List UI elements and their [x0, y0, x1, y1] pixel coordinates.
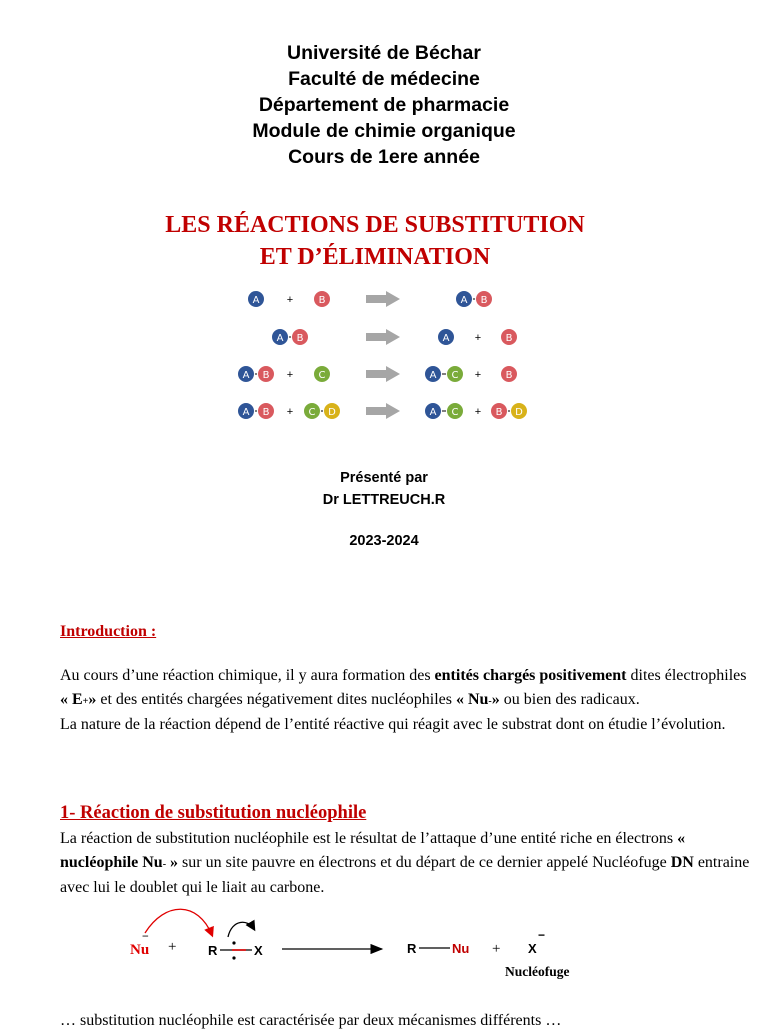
substrate-r: R [208, 943, 218, 958]
atom-d-label: D [328, 407, 336, 418]
intro-text: ou bien des radicaux. [499, 690, 640, 708]
section-text: sur un site pauvre en électrons et du départ de ce dernier appelé Nucléofuge [178, 853, 671, 871]
atom-c-label: C [451, 407, 459, 418]
plus-sign: + [474, 406, 482, 418]
atom-a-label: A [429, 370, 437, 381]
atom-b-label: B [480, 295, 488, 306]
reaction-arrow [366, 291, 400, 307]
electron-dot [232, 956, 235, 959]
charge-plus: + [82, 695, 89, 707]
presenter-name: Dr LETTREUCH.R [322, 492, 446, 508]
charge-minus: - [488, 695, 492, 707]
section-text: entraine avec lui le doublet qui le liait au carbone. [60, 853, 750, 897]
leaving-group-charge: − [538, 928, 546, 942]
module-name: Module de chimie organique [252, 120, 516, 142]
plus-sign: + [286, 294, 294, 306]
nucleofuge-label: Nucléofuge [505, 964, 570, 979]
nucleophile-label: Nu [130, 942, 150, 958]
reaction-scheme-illustration [220, 282, 540, 427]
academic-year: 2023-2024 [349, 533, 419, 549]
atom-b-label: B [495, 407, 503, 418]
electrophile-symbol: « E [60, 690, 83, 708]
electron-dot [232, 941, 235, 944]
atom-c-label: C [308, 407, 316, 418]
course-year: Cours de 1ere année [288, 146, 480, 168]
leaving-group-arrow [228, 922, 254, 937]
atom-a-label: A [276, 333, 284, 344]
plus-sign: + [474, 332, 482, 344]
section-bold: » [166, 853, 179, 871]
reaction-arrow [366, 329, 400, 345]
intro-bold: entités chargés positivement [434, 667, 627, 684]
document-title [0, 209, 750, 273]
nucleophile-term: « nucléophile Nu [60, 830, 686, 871]
atom-a-label: A [442, 333, 450, 344]
introduction-paragraph [60, 664, 750, 737]
atom-a-label: A [429, 407, 437, 418]
atom-b-label: B [505, 333, 513, 344]
scheme-row-2 [272, 329, 518, 346]
product-nu: Nu [452, 941, 470, 956]
presented-by-label: Présenté par [340, 470, 428, 486]
atom-d-label: D [515, 407, 523, 418]
institution-header [0, 40, 768, 170]
leaving-group-x: X [528, 941, 537, 956]
title-line-2: ET D’ÉLIMINATION [259, 244, 491, 270]
department-name: Département de pharmacie [258, 94, 510, 116]
reaction-arrow [366, 403, 400, 419]
scheme-row-4 [238, 403, 528, 420]
scheme-row-1 [248, 291, 493, 308]
atom-a-label: A [252, 295, 260, 306]
nucleophile-symbol: « Nu [455, 690, 489, 708]
atom-b-label: B [505, 370, 513, 381]
intro-text: et des entités chargées négativement dites nucléophiles [96, 690, 456, 708]
plus-sign: + [168, 939, 177, 955]
atom-b-label: B [318, 295, 326, 306]
faculty-name: Faculté de médecine [288, 68, 480, 90]
atom-b-label: B [262, 370, 270, 381]
sn-reaction-equation [120, 905, 640, 990]
introduction-heading: Introduction : [60, 623, 157, 640]
atom-b-label: B [296, 333, 304, 344]
atom-a-label: A [460, 295, 468, 306]
presenter-block [0, 467, 768, 511]
reaction-arrow [366, 366, 400, 382]
plus-sign: + [474, 369, 482, 381]
nucleophile-attack-arrow [145, 909, 212, 935]
atom-a-label: A [242, 407, 250, 418]
section-1-paragraph [60, 827, 750, 900]
substrate-x: X [254, 943, 263, 958]
charge-minus: - [162, 858, 167, 870]
intro-bold: » [491, 690, 500, 708]
scheme-row-3 [238, 366, 518, 383]
section-text: La réaction de substitution nucléophile est le résultat de l’attaque d’une entité riche en électrons [60, 830, 678, 847]
atom-c-label: C [451, 370, 459, 381]
university-name: Université de Béchar [286, 42, 481, 64]
atom-c-label: C [318, 370, 326, 381]
title-line-1: LES RÉACTIONS DE SUBSTITUTION [165, 212, 585, 238]
intro-text: dites électrophiles [626, 667, 747, 684]
atom-a-label: A [242, 370, 250, 381]
plus-sign: + [286, 406, 294, 418]
nucleophile-charge: − [142, 929, 149, 943]
cut-off-text-line: … substitution nucléophile est caractérisée par deux mécanismes différents … [60, 1012, 562, 1029]
plus-sign: + [286, 369, 294, 381]
product-r: R [407, 941, 417, 956]
intro-text: La nature de la réaction dépend de l’entité réactive qui réagit avec le substrat dont on étudie l’évolution. [60, 716, 726, 734]
dn-term: DN [670, 853, 694, 871]
intro-bold: » [88, 690, 97, 708]
section-1-heading: 1- Réaction de substitution nucléophile [60, 803, 367, 823]
atom-b-label: B [262, 407, 270, 418]
plus-sign: + [492, 941, 501, 957]
intro-text: Au cours d’une réaction chimique, il y aura formation des [60, 667, 435, 684]
